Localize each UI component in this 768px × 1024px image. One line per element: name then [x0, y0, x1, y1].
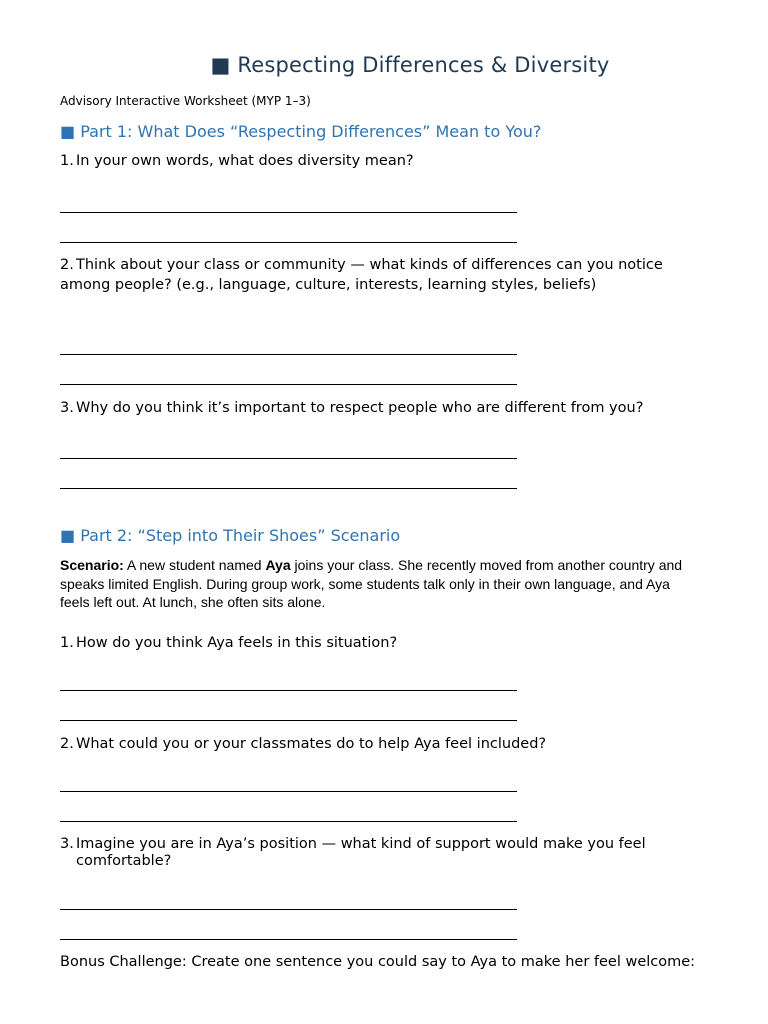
question-text: Imagine you are in Aya’s position — what kind of support would make you feel comfortable? [76, 836, 646, 869]
part2-question-1 [60, 634, 700, 654]
answer-line[interactable] [60, 791, 517, 792]
scenario-text [60, 556, 700, 612]
part1-question-2 [60, 256, 700, 295]
answer-line[interactable] [60, 384, 517, 385]
answer-line[interactable] [60, 939, 517, 940]
question-text: Why do you think it’s important to respect people who are different from you? [76, 400, 644, 416]
bonus-challenge: Bonus Challenge: Create one sentence you could say to Aya to make her feel welcome: [60, 954, 696, 970]
answer-line[interactable] [60, 354, 517, 355]
scenario-label: Scenario: [60, 557, 124, 573]
part1-question-3 [60, 399, 700, 419]
scenario-name: Aya [265, 557, 291, 573]
scenario-part: A new student named [123, 557, 266, 573]
answer-line[interactable] [60, 909, 517, 910]
question-number: 1. [60, 153, 74, 169]
question-number: 1. [60, 635, 74, 651]
answer-line[interactable] [60, 212, 517, 213]
answer-line[interactable] [60, 720, 517, 721]
question-number: 3. [60, 400, 74, 416]
question-text: Think about your class or community — what kinds of differences can you notice among people? (e.g., language, culture, interests, learning styles, beliefs) [60, 257, 663, 293]
answer-line[interactable] [60, 821, 517, 822]
answer-line[interactable] [60, 690, 517, 691]
question-text: What could you or your classmates do to help Aya feel included? [76, 736, 547, 752]
page-title: ■ Respecting Differences & Diversity [210, 53, 610, 77]
part1-question-1 [60, 152, 700, 172]
question-number: 2. [60, 257, 74, 273]
answer-line[interactable] [60, 488, 517, 489]
answer-line[interactable] [60, 458, 517, 459]
question-number: 2. [60, 736, 74, 752]
question-text: How do you think Aya feels in this situation? [76, 635, 398, 651]
answer-line[interactable] [60, 242, 517, 243]
part2-heading: ■ Part 2: “Step into Their Shoes” Scenario [60, 526, 401, 545]
part2-question-2 [60, 735, 700, 755]
question-text: In your own words, what does diversity mean? [76, 153, 414, 169]
page-subtitle: Advisory Interactive Worksheet (MYP 1–3) [60, 94, 311, 108]
question-number: 3. [60, 836, 74, 852]
part1-heading: ■ Part 1: What Does “Respecting Differences” Mean to You? [60, 122, 542, 141]
part2-question-3 [60, 836, 700, 870]
scenario-part: joins your class. She recently moved from another country and speaks limited English. During group work, some students talk only in their own language, and Aya feels left out. At lunch, she often sits alone. [60, 557, 683, 610]
